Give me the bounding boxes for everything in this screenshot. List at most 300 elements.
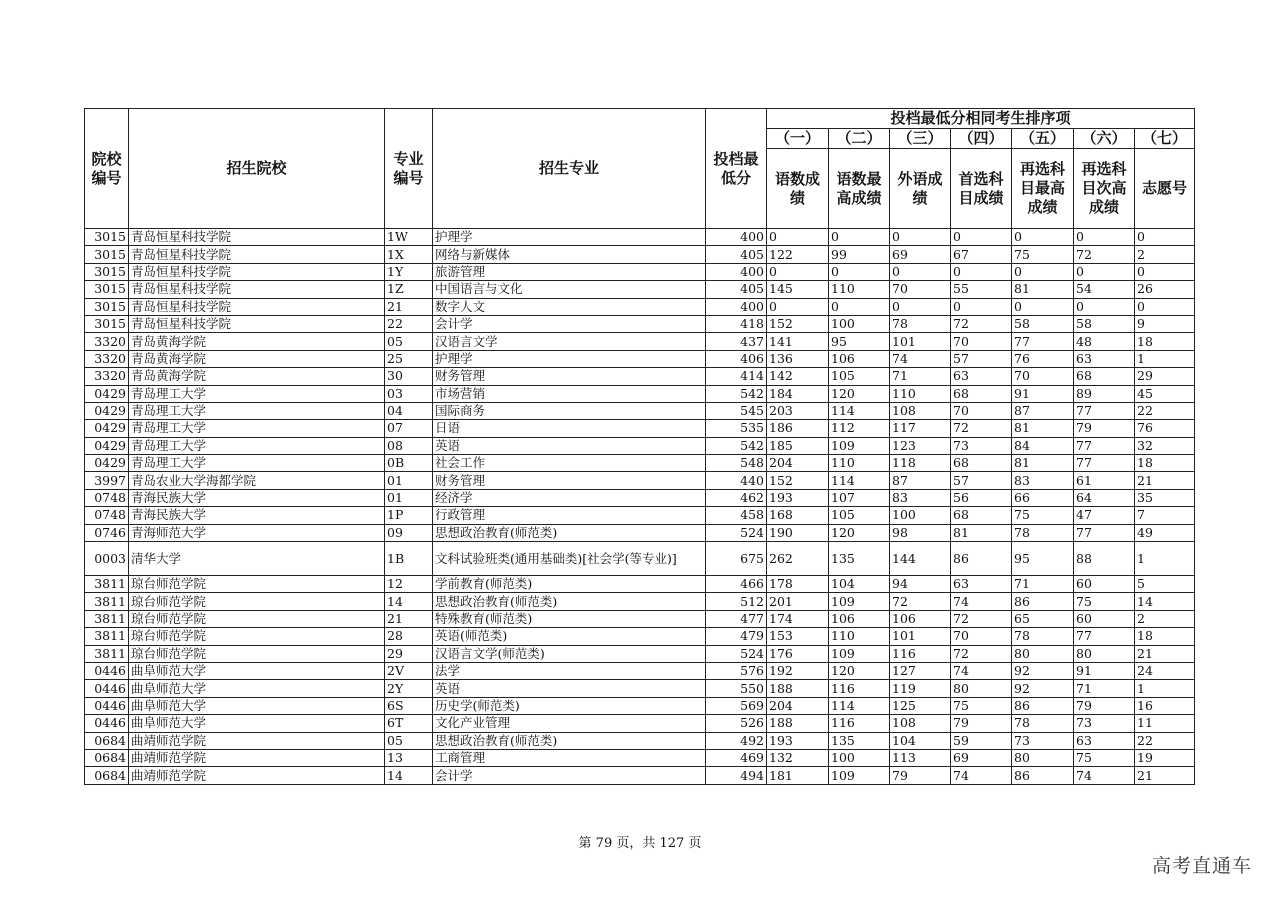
table-cell: 01 [385, 472, 433, 489]
table-cell: 72 [951, 645, 1012, 662]
table-cell: 行政管理 [433, 507, 706, 524]
table-cell: 91 [1074, 662, 1135, 679]
table-cell: 109 [829, 437, 890, 454]
table-cell: 120 [829, 524, 890, 541]
table-cell: 47 [1074, 507, 1135, 524]
table-cell: 45 [1135, 385, 1195, 402]
table-cell: 68 [951, 507, 1012, 524]
table-cell: 青岛恒星科技学院 [129, 263, 385, 280]
table-cell: 21 [1135, 645, 1195, 662]
table-cell: 406 [706, 350, 767, 367]
table-cell: 118 [890, 455, 951, 472]
table-cell: 76 [1012, 350, 1074, 367]
table-cell: 75 [1074, 593, 1135, 610]
table-cell: 0429 [85, 385, 129, 402]
table-cell: 特殊教育(师范类) [433, 610, 706, 627]
table-cell: 2 [1135, 246, 1195, 263]
header-order: （三） [890, 129, 951, 149]
table-cell: 0746 [85, 524, 129, 541]
table-cell: 466 [706, 576, 767, 593]
table-cell: 曲阜师范大学 [129, 715, 385, 732]
table-cell: 186 [767, 420, 829, 437]
table-cell: 0748 [85, 489, 129, 506]
table-cell: 1P [385, 507, 433, 524]
table-cell: 49 [1135, 524, 1195, 541]
table-row [85, 542, 1195, 576]
table-cell: 104 [829, 576, 890, 593]
table-cell: 77 [1074, 455, 1135, 472]
table-cell: 1W [385, 229, 433, 246]
table-cell: 0003 [85, 542, 129, 576]
table-cell: 70 [951, 402, 1012, 419]
table-cell: 护理学 [433, 350, 706, 367]
table-cell: 网络与新媒体 [433, 246, 706, 263]
table-cell: 188 [767, 715, 829, 732]
table-cell: 曲阜师范大学 [129, 697, 385, 714]
page-footer: 第 79 页，共 127 页 [578, 836, 702, 851]
table-cell: 曲阜师范大学 [129, 662, 385, 679]
table-cell: 141 [767, 333, 829, 350]
table-cell: 2 [1135, 610, 1195, 627]
table-cell: 153 [767, 628, 829, 645]
table-row [85, 333, 1195, 350]
table-cell: 66 [1012, 489, 1074, 506]
table-cell: 0 [890, 229, 951, 246]
table-row [85, 229, 1195, 246]
table-cell: 74 [951, 593, 1012, 610]
table-cell: 400 [706, 298, 767, 315]
table-cell: 78 [1012, 524, 1074, 541]
table-cell: 0684 [85, 767, 129, 784]
table-cell: 青岛黄海学院 [129, 333, 385, 350]
table-cell: 79 [1074, 697, 1135, 714]
table-cell: 100 [890, 507, 951, 524]
table-cell: 184 [767, 385, 829, 402]
table-cell: 青岛恒星科技学院 [129, 298, 385, 315]
table-cell: 英语(师范类) [433, 628, 706, 645]
table-row [85, 680, 1195, 697]
table-cell: 21 [385, 610, 433, 627]
table-cell: 86 [1012, 593, 1074, 610]
table-row [85, 628, 1195, 645]
table-cell: 526 [706, 715, 767, 732]
table-cell: 22 [385, 315, 433, 332]
header-item: 再选科目最高成绩 [1012, 149, 1074, 229]
table-cell: 3811 [85, 593, 129, 610]
table-cell: 3811 [85, 610, 129, 627]
table-cell: 英语 [433, 680, 706, 697]
table-cell: 109 [829, 593, 890, 610]
table-cell: 1X [385, 246, 433, 263]
header-item: 首选科目成绩 [951, 149, 1012, 229]
table-cell: 21 [385, 298, 433, 315]
table-row [85, 715, 1195, 732]
table-cell: 09 [385, 524, 433, 541]
table-cell: 193 [767, 732, 829, 749]
table-cell: 14 [1135, 593, 1195, 610]
table-row [85, 524, 1195, 541]
table-cell: 81 [951, 524, 1012, 541]
table-cell: 6T [385, 715, 433, 732]
table-cell: 91 [1012, 385, 1074, 402]
table-cell: 87 [890, 472, 951, 489]
table-cell: 0 [890, 263, 951, 280]
table-cell: 3015 [85, 229, 129, 246]
table-cell: 69 [951, 749, 1012, 766]
table-cell: 71 [1012, 576, 1074, 593]
table-cell: 174 [767, 610, 829, 627]
table-cell: 汉语言文学 [433, 333, 706, 350]
table-cell: 188 [767, 680, 829, 697]
table-cell: 清华大学 [129, 542, 385, 576]
table-cell: 462 [706, 489, 767, 506]
table-cell: 71 [890, 368, 951, 385]
table-cell: 青岛恒星科技学院 [129, 246, 385, 263]
table-cell: 工商管理 [433, 749, 706, 766]
table-cell: 105 [829, 507, 890, 524]
table-cell: 80 [1012, 645, 1074, 662]
table-cell: 72 [1074, 246, 1135, 263]
table-cell: 81 [1012, 281, 1074, 298]
table-cell: 英语 [433, 437, 706, 454]
table-cell: 青海民族大学 [129, 507, 385, 524]
table-cell: 178 [767, 576, 829, 593]
table-header [85, 109, 1195, 229]
table-cell: 89 [1074, 385, 1135, 402]
table-cell: 100 [829, 315, 890, 332]
table-cell: 汉语言文学(师范类) [433, 645, 706, 662]
table-cell: 曲靖师范学院 [129, 749, 385, 766]
table-cell: 132 [767, 749, 829, 766]
header-order: （一） [767, 129, 829, 149]
table-cell: 152 [767, 472, 829, 489]
table-cell: 79 [951, 715, 1012, 732]
table-cell: 2Y [385, 680, 433, 697]
table-cell: 440 [706, 472, 767, 489]
table-cell: 73 [1074, 715, 1135, 732]
table-cell: 55 [951, 281, 1012, 298]
table-cell: 0 [1074, 229, 1135, 246]
table-cell: 05 [385, 333, 433, 350]
table-cell: 142 [767, 368, 829, 385]
table-cell: 0 [767, 229, 829, 246]
header-item: 外语成绩 [890, 149, 951, 229]
table-cell: 65 [1012, 610, 1074, 627]
table-row [85, 350, 1195, 367]
table-row [85, 489, 1195, 506]
table-cell: 0446 [85, 680, 129, 697]
table-row [85, 610, 1195, 627]
table-cell: 414 [706, 368, 767, 385]
table-row [85, 402, 1195, 419]
table-cell: 0429 [85, 402, 129, 419]
header-item: 志愿号 [1135, 149, 1195, 229]
header-group: 投档最低分相同考生排序项 [767, 109, 1195, 129]
table-cell: 1 [1135, 542, 1195, 576]
table-cell: 79 [1074, 420, 1135, 437]
table-cell: 109 [829, 767, 890, 784]
table-cell: 67 [951, 246, 1012, 263]
table-cell: 32 [1135, 437, 1195, 454]
table-cell: 29 [385, 645, 433, 662]
table-cell: 135 [829, 732, 890, 749]
table-cell: 25 [385, 350, 433, 367]
table-cell: 6S [385, 697, 433, 714]
table-row [85, 507, 1195, 524]
table-row [85, 593, 1195, 610]
table-cell: 0446 [85, 715, 129, 732]
table-cell: 70 [951, 333, 1012, 350]
table-cell: 59 [951, 732, 1012, 749]
table-cell: 75 [951, 697, 1012, 714]
table-cell: 181 [767, 767, 829, 784]
table-cell: 77 [1074, 402, 1135, 419]
table-cell: 535 [706, 420, 767, 437]
table-cell: 113 [890, 749, 951, 766]
table-cell: 123 [890, 437, 951, 454]
table-cell: 0429 [85, 420, 129, 437]
table-cell: 29 [1135, 368, 1195, 385]
header-order: （五） [1012, 129, 1074, 149]
table-row [85, 697, 1195, 714]
table-cell: 1Z [385, 281, 433, 298]
table-cell: 0446 [85, 662, 129, 679]
table-cell: 109 [829, 645, 890, 662]
table-row [85, 749, 1195, 766]
table-cell: 262 [767, 542, 829, 576]
table-cell: 78 [890, 315, 951, 332]
table-cell: 财务管理 [433, 368, 706, 385]
table-cell: 24 [1135, 662, 1195, 679]
table-cell: 550 [706, 680, 767, 697]
table-cell: 0 [1012, 263, 1074, 280]
table-cell: 72 [951, 420, 1012, 437]
table-cell: 63 [1074, 350, 1135, 367]
table-cell: 0446 [85, 697, 129, 714]
table-cell: 护理学 [433, 229, 706, 246]
table-cell: 19 [1135, 749, 1195, 766]
table-cell: 3015 [85, 298, 129, 315]
table-row [85, 645, 1195, 662]
table-cell: 108 [890, 715, 951, 732]
table-cell: 101 [890, 628, 951, 645]
table-cell: 5 [1135, 576, 1195, 593]
table-row [85, 246, 1195, 263]
table-cell: 青岛理工大学 [129, 420, 385, 437]
table-cell: 历史学(师范类) [433, 697, 706, 714]
table-cell: 0 [890, 298, 951, 315]
table-cell: 542 [706, 437, 767, 454]
table-cell: 14 [385, 767, 433, 784]
table-cell: 法学 [433, 662, 706, 679]
table-cell: 110 [829, 455, 890, 472]
table-cell: 12 [385, 576, 433, 593]
table-cell: 83 [890, 489, 951, 506]
table-cell: 71 [1074, 680, 1135, 697]
table-cell: 74 [890, 350, 951, 367]
table-cell: 0 [829, 263, 890, 280]
table-cell: 72 [951, 610, 1012, 627]
table-cell: 512 [706, 593, 767, 610]
table-cell: 青岛理工大学 [129, 402, 385, 419]
table-cell: 74 [1074, 767, 1135, 784]
table-cell: 0 [951, 298, 1012, 315]
table-cell: 75 [1012, 507, 1074, 524]
table-cell: 70 [1012, 368, 1074, 385]
table-cell: 69 [890, 246, 951, 263]
table-row [85, 576, 1195, 593]
table-cell: 100 [829, 749, 890, 766]
table-cell: 63 [951, 576, 1012, 593]
table-cell: 63 [951, 368, 1012, 385]
table-cell: 119 [890, 680, 951, 697]
table-cell: 学前教育(师范类) [433, 576, 706, 593]
table-row [85, 732, 1195, 749]
table-cell: 国际商务 [433, 402, 706, 419]
table-cell: 117 [890, 420, 951, 437]
table-cell: 3320 [85, 333, 129, 350]
table-row [85, 315, 1195, 332]
table-cell: 0429 [85, 455, 129, 472]
table-cell: 81 [1012, 455, 1074, 472]
table-cell: 0429 [85, 437, 129, 454]
header-order: （六） [1074, 129, 1135, 149]
table-cell: 青岛恒星科技学院 [129, 315, 385, 332]
table-cell: 22 [1135, 732, 1195, 749]
table-cell: 48 [1074, 333, 1135, 350]
table-cell: 77 [1012, 333, 1074, 350]
admission-table [84, 108, 1195, 785]
table-cell: 3811 [85, 576, 129, 593]
table-cell: 64 [1074, 489, 1135, 506]
table-cell: 74 [951, 767, 1012, 784]
table-cell: 1 [1135, 680, 1195, 697]
table-cell: 106 [829, 610, 890, 627]
table-cell: 0748 [85, 507, 129, 524]
table-cell: 0 [767, 298, 829, 315]
watermark: 高考直通车 [1151, 855, 1252, 877]
table-cell: 92 [1012, 680, 1074, 697]
table-cell: 98 [890, 524, 951, 541]
table-cell: 86 [1012, 697, 1074, 714]
table-cell: 0 [1074, 298, 1135, 315]
table-cell: 07 [385, 420, 433, 437]
table-cell: 3997 [85, 472, 129, 489]
table-cell: 0B [385, 455, 433, 472]
table-cell: 青岛理工大学 [129, 455, 385, 472]
table-cell: 青岛黄海学院 [129, 350, 385, 367]
table-cell: 125 [890, 697, 951, 714]
table-cell: 青岛农业大学海都学院 [129, 472, 385, 489]
table-row [85, 437, 1195, 454]
table-cell: 58 [1074, 315, 1135, 332]
table-cell: 文化产业管理 [433, 715, 706, 732]
table-cell: 61 [1074, 472, 1135, 489]
table-cell: 曲靖师范学院 [129, 767, 385, 784]
header-school: 招生院校 [129, 109, 385, 229]
table-cell: 116 [829, 715, 890, 732]
table-cell: 114 [829, 697, 890, 714]
table-cell: 青岛理工大学 [129, 437, 385, 454]
table-cell: 思想政治教育(师范类) [433, 524, 706, 541]
table-cell: 68 [951, 455, 1012, 472]
table-cell: 57 [951, 350, 1012, 367]
table-cell: 0 [1012, 298, 1074, 315]
table-cell: 曲靖师范学院 [129, 732, 385, 749]
table-cell: 3015 [85, 246, 129, 263]
table-cell: 405 [706, 246, 767, 263]
table-cell: 72 [951, 315, 1012, 332]
table-cell: 77 [1074, 628, 1135, 645]
table-cell: 0 [1074, 263, 1135, 280]
table-cell: 54 [1074, 281, 1135, 298]
table-cell: 青岛恒星科技学院 [129, 281, 385, 298]
header-item: 再选科目次高成绩 [1074, 149, 1135, 229]
table-cell: 35 [1135, 489, 1195, 506]
table-cell: 569 [706, 697, 767, 714]
table-cell: 107 [829, 489, 890, 506]
table-cell: 152 [767, 315, 829, 332]
table-cell: 204 [767, 697, 829, 714]
table-cell: 95 [829, 333, 890, 350]
table-row [85, 662, 1195, 679]
table-cell: 116 [890, 645, 951, 662]
table-cell: 75 [1074, 749, 1135, 766]
table-cell: 86 [1012, 767, 1074, 784]
table-cell: 0 [1012, 229, 1074, 246]
table-cell: 106 [890, 610, 951, 627]
table-cell: 400 [706, 263, 767, 280]
table-cell: 76 [1135, 420, 1195, 437]
table-cell: 青岛黄海学院 [129, 368, 385, 385]
table-cell: 18 [1135, 455, 1195, 472]
table-cell: 日语 [433, 420, 706, 437]
table-cell: 494 [706, 767, 767, 784]
table-cell: 琼台师范学院 [129, 576, 385, 593]
table-cell: 112 [829, 420, 890, 437]
table-cell: 108 [890, 402, 951, 419]
table-cell: 01 [385, 489, 433, 506]
table-cell: 文科试验班类(通用基础类)[社会学(等专业)] [433, 542, 706, 576]
table-cell: 144 [890, 542, 951, 576]
table-cell: 中国语言与文化 [433, 281, 706, 298]
table-cell: 78 [1012, 715, 1074, 732]
table-cell: 琼台师范学院 [129, 610, 385, 627]
table-cell: 120 [829, 385, 890, 402]
table-cell: 08 [385, 437, 433, 454]
table-cell: 0684 [85, 732, 129, 749]
table-cell: 127 [890, 662, 951, 679]
table-cell: 05 [385, 732, 433, 749]
table-cell: 财务管理 [433, 472, 706, 489]
table-cell: 21 [1135, 472, 1195, 489]
table-cell: 84 [1012, 437, 1074, 454]
header-min-score: 投档最低分 [706, 109, 767, 229]
table-cell: 80 [951, 680, 1012, 697]
table-cell: 135 [829, 542, 890, 576]
table-cell: 542 [706, 385, 767, 402]
table-cell: 201 [767, 593, 829, 610]
table-cell: 110 [829, 628, 890, 645]
table-cell: 110 [890, 385, 951, 402]
table-cell: 74 [951, 662, 1012, 679]
table-cell: 22 [1135, 402, 1195, 419]
table-cell: 11 [1135, 715, 1195, 732]
table-cell: 479 [706, 628, 767, 645]
table-cell: 28 [385, 628, 433, 645]
table-row [85, 385, 1195, 402]
table-cell: 3320 [85, 350, 129, 367]
